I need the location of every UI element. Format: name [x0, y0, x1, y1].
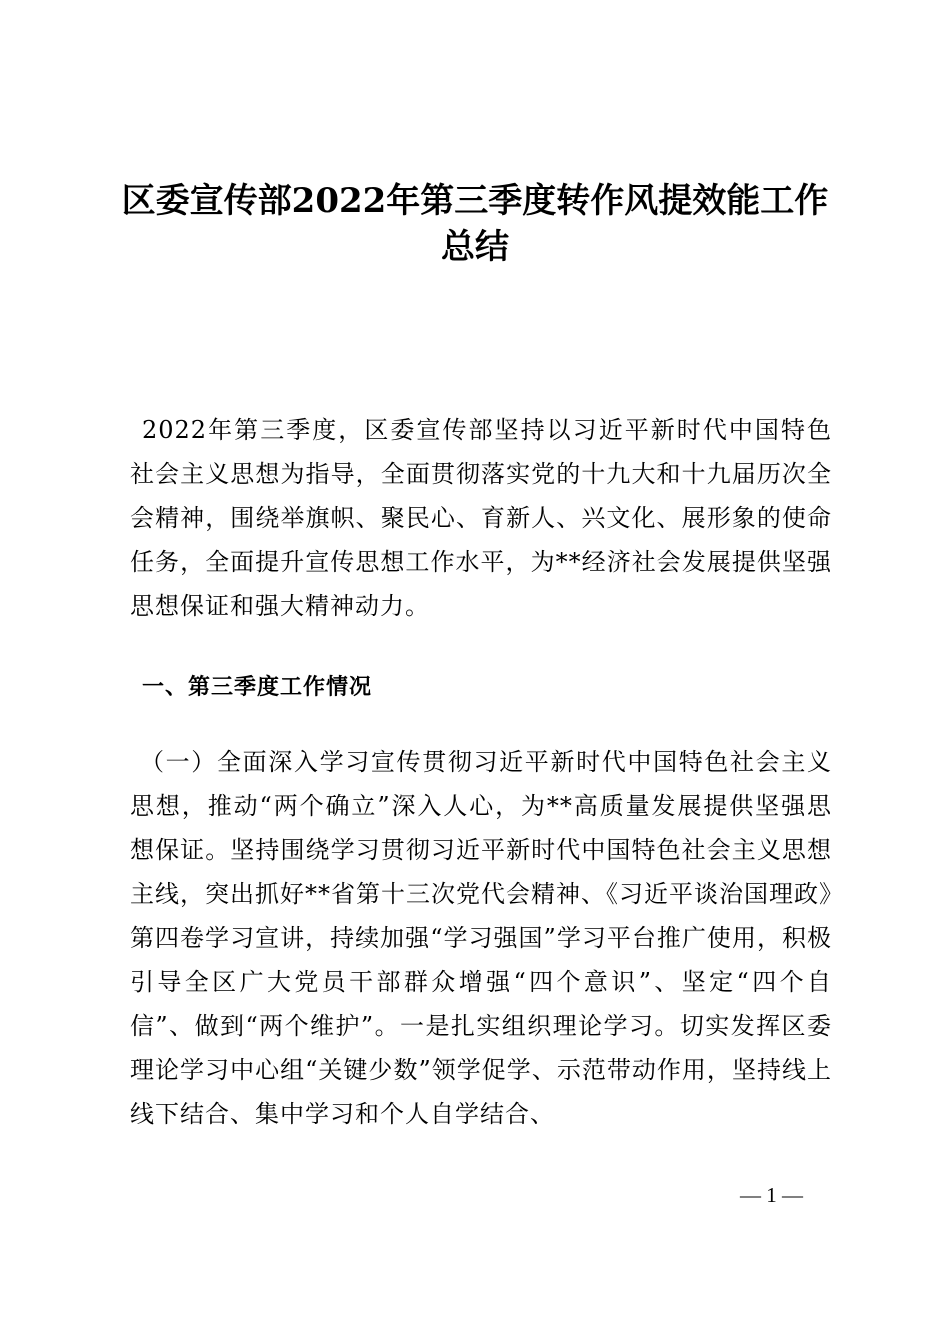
section-heading-1: 一、第三季度工作情况 [142, 675, 373, 700]
page-number: — 1 — [740, 1183, 803, 1207]
intro-paragraph: 2022年第三季度，区委宣传部坚持以习近平新时代中国特色社会主义思想为指导，全面贯彻落实党的十九大和十九届历次全会精神，围绕举旗帜、聚民心、育新人、兴文化、展形象的使命任务，全面提升宣传思想工作水平，为**经济社会发展提供坚强思想保证和强大精神动力。 [130, 416, 832, 620]
section-1-body-paragraph: （一）全面深入学习宣传贯彻习近平新时代中国特色社会主义思想，推动“两个确立”深入人心，为**高质量发展提供坚强思想保证。坚持围绕学习贯彻习近平新时代中国特色社会主义思想主线，突出抓好**省第十三次党代会精神、《习近平谈治国理政》第四卷学习宣讲，持续加强“学习强国”学习平台推广使用，积极引导全区广大党员干部群众增强“四个意识”、坚定“四个自信”、做到“两个维护”。一是扎实组织理论学习。切实发挥区委理论学习中心组“关键少数”领学促学、示范带动作用，坚持线上线下结合、集中学习和个人自学结合、 [130, 748, 832, 1128]
document-title: 区委宣传部2022年第三季度转作风提效能工作总结 [121, 181, 829, 267]
